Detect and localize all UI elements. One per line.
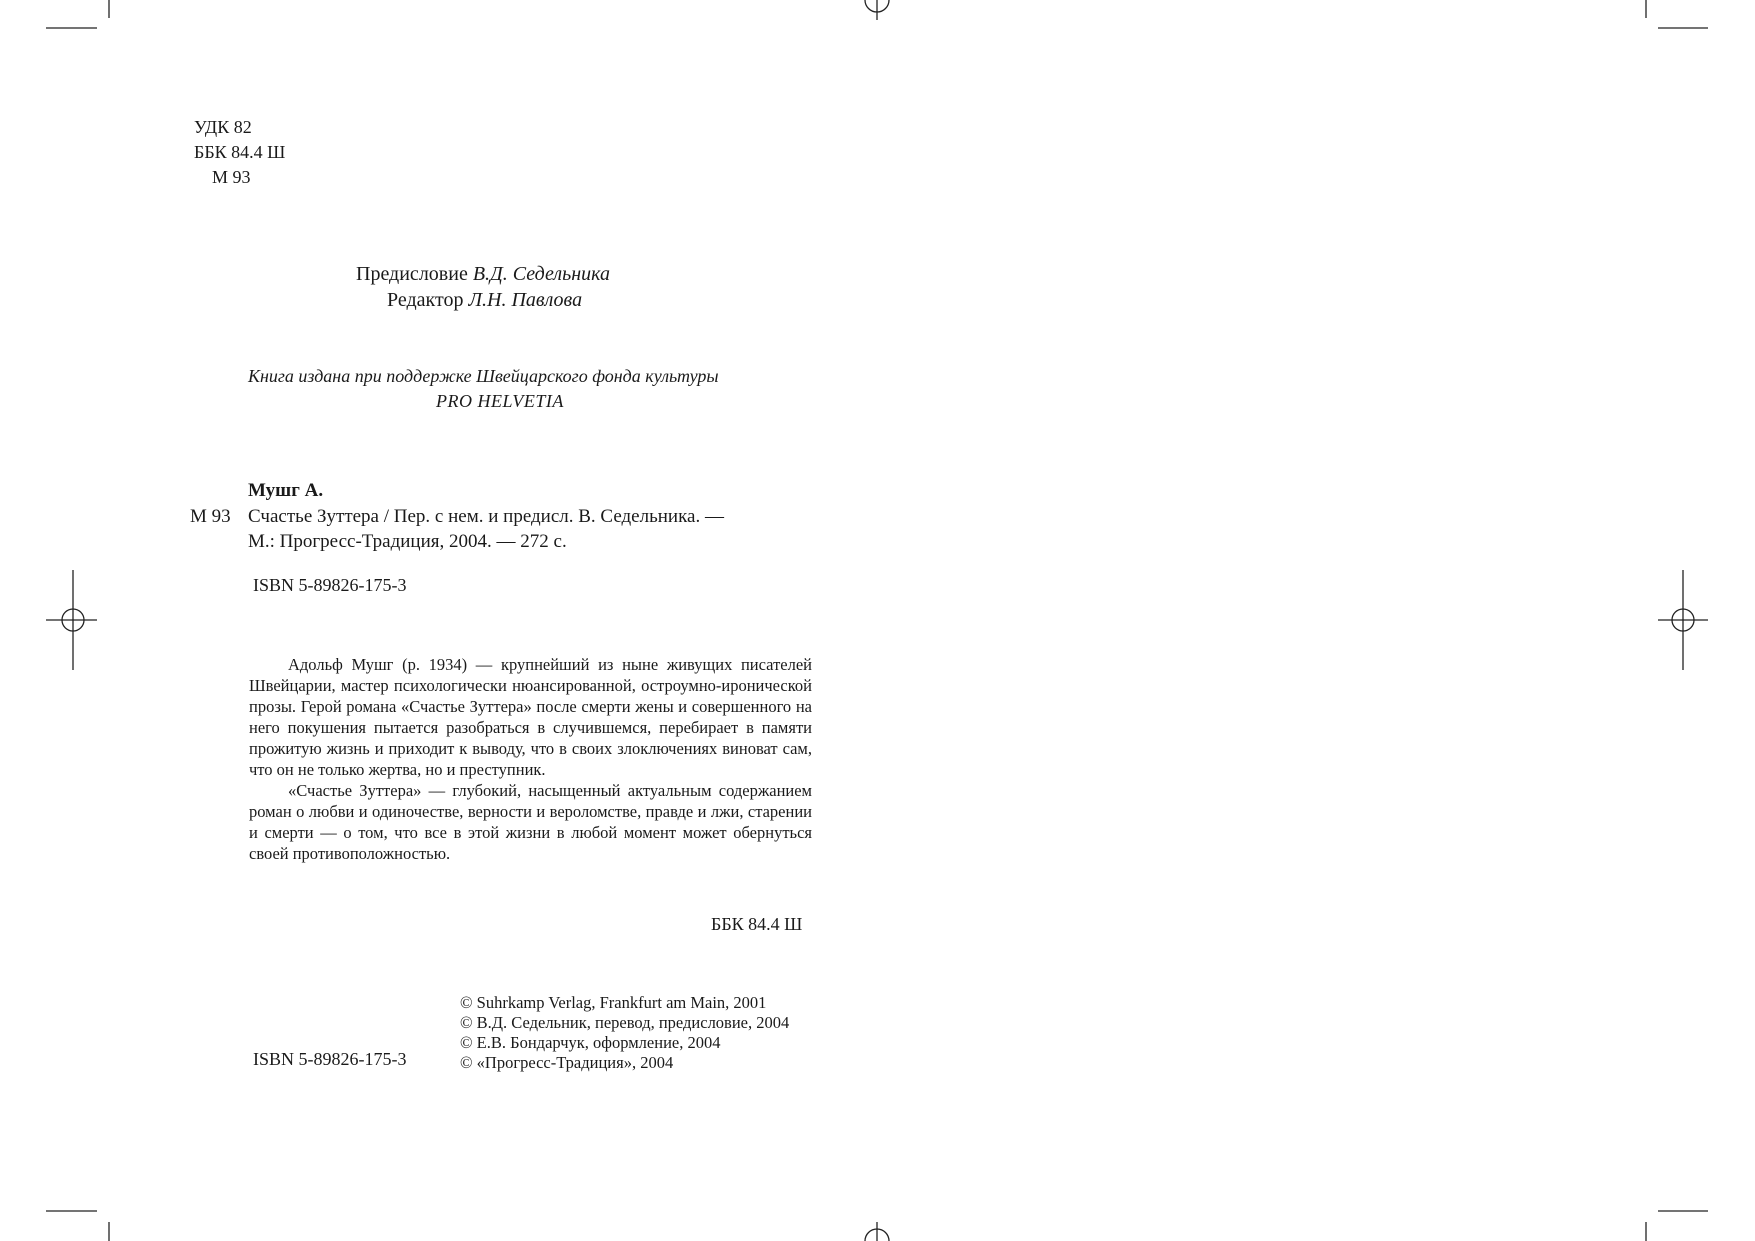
registration-mark-bottom xyxy=(865,1222,889,1241)
editor-credit xyxy=(387,288,582,313)
copyright-line: © Е.В. Бондарчук, оформление, 2004 xyxy=(460,1033,721,1052)
registration-mark-top xyxy=(865,0,889,20)
copyright-line: © Suhrkamp Verlag, Frankfurt am Main, 2001 xyxy=(460,993,767,1012)
author-mark: М 93 xyxy=(212,167,251,187)
copyright-line: © В.Д. Седельник, перевод, предисловие, 2004 xyxy=(460,1013,790,1032)
udk-code: УДК 82 xyxy=(194,117,252,137)
catalog-isbn: ISBN 5-89826-175-3 xyxy=(253,575,407,595)
preface-person: В.Д. Седельника xyxy=(472,263,610,285)
annotation-paragraph: Адольф Мушг (р. 1934) — крупнейший из ныне живущих писателей Швейцарии, мастер психологически нюансированной, остроумно-иронической прозы. Герой романа «Счастье Зуттера» после смерти жены и совершенного на него покушения пытается разобраться в случившемся, перебирает в памяти прожитую жизнь и приходит к выводу, что в своих злоключениях виноват сам, что он не только жертва, но и преступник. xyxy=(249,655,812,779)
catalog-title-line: Счастье Зуттера / Пер. с нем. и предисл. В. Седельника. — xyxy=(248,506,724,527)
catalog-author: Мушг А. xyxy=(248,480,324,501)
annotation xyxy=(249,654,812,864)
catalog-imprint-line: М.: Прогресс-Традиция, 2004. — 272 с. xyxy=(248,531,567,552)
support-foundation: PRO HELVETIA xyxy=(436,391,564,411)
bbk-bottom: ББК 84.4 Ш xyxy=(711,914,803,934)
catalog-mark: М 93 xyxy=(190,506,231,527)
annotation-paragraph: «Счастье Зуттера» — глубокий, насыщенный актуальным содержанием роман о любви и одиночестве, верности и вероломстве, правде и лжи, старении и смерти — о том, что все в этой жизни в любой момент может обернуться своей противоположностью. xyxy=(249,781,812,863)
preface-credit xyxy=(356,262,610,287)
copyright-line: © «Прогресс-Традиция», 2004 xyxy=(460,1053,674,1072)
bbk-code: ББК 84.4 Ш xyxy=(194,142,286,162)
registration-mark-right xyxy=(1658,570,1708,670)
registration-mark-left xyxy=(46,570,97,670)
preface-label: Предисловие xyxy=(356,263,468,285)
support-note: Книга издана при поддержке Швейцарского фонда культуры xyxy=(248,366,719,386)
editor-person: Л.Н. Павлова xyxy=(468,289,583,311)
footer-isbn: ISBN 5-89826-175-3 xyxy=(253,1049,407,1069)
copyright-list xyxy=(460,993,789,1073)
editor-label: Редактор xyxy=(387,289,464,311)
